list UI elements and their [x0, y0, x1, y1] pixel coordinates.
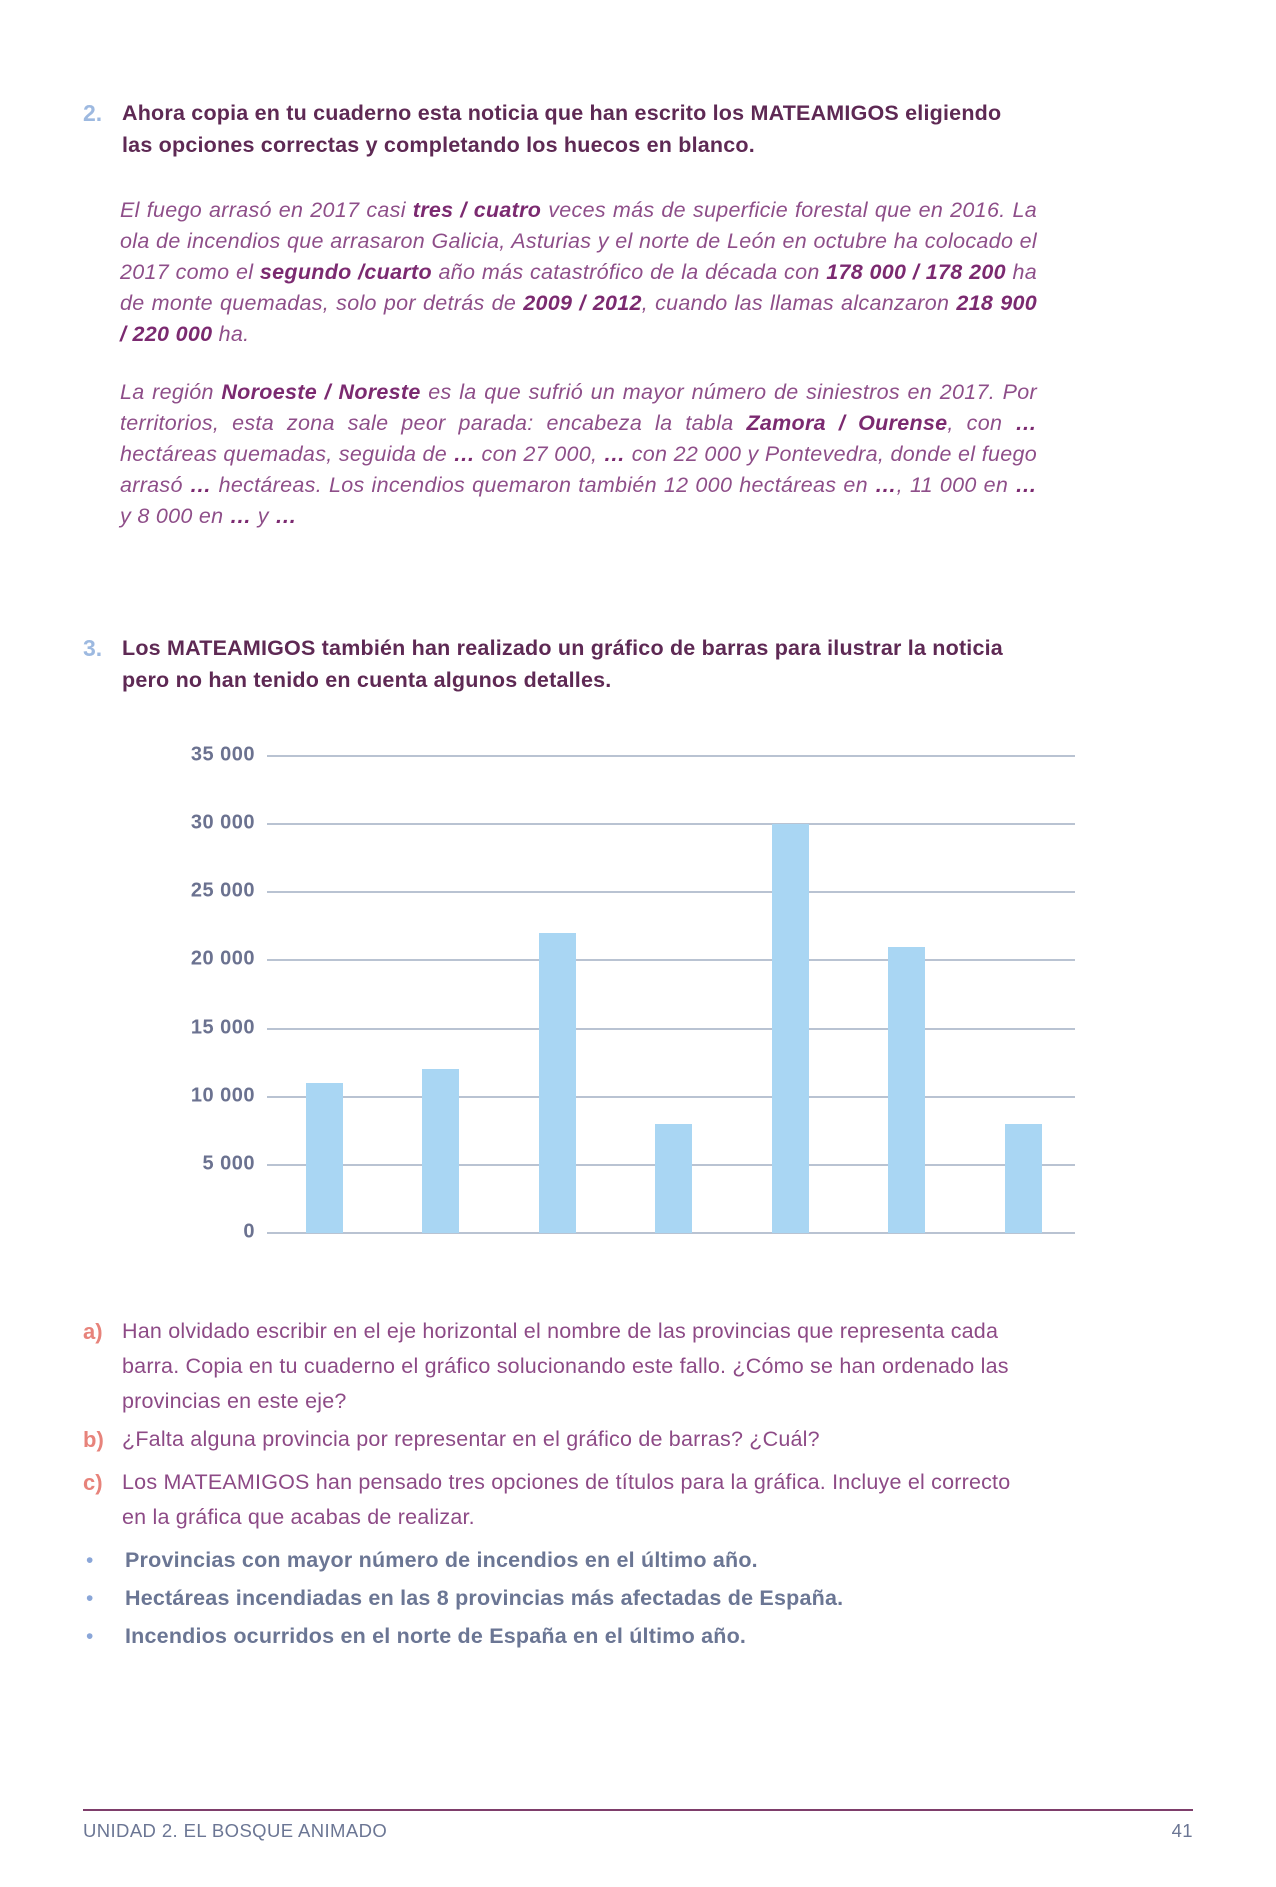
news-text: y	[251, 504, 276, 528]
bar	[655, 1124, 692, 1233]
news-text: ha de monte quemadas, solo por detrás de	[120, 260, 1037, 315]
news-text: con 22 000 y Pontevedra, donde el fuego arrasó	[120, 442, 1037, 497]
title-option-2	[83, 1581, 1193, 1616]
bar	[306, 1083, 343, 1233]
bar	[1005, 1124, 1042, 1233]
question-c	[83, 1465, 1193, 1535]
news-paragraph-2	[120, 377, 1037, 532]
news-text: , con	[947, 411, 1016, 435]
news-paragraph-1	[120, 195, 1037, 350]
exercise-3-number: 3.	[83, 635, 103, 661]
news-option-bold: …	[453, 442, 476, 466]
bar	[888, 947, 925, 1233]
chart-ytick-labels	[160, 743, 255, 1243]
title-option-3-text: Incendios ocurridos en el norte de España en el último año.	[125, 1624, 747, 1648]
news-option-bold: Zamora / Ourense	[746, 411, 948, 435]
page-footer	[83, 1809, 1193, 1842]
exercise-2-number: 2.	[83, 100, 103, 126]
question-b	[83, 1422, 1193, 1457]
exercise-3-statement: Los MATEAMIGOS también han realizado un gráfico de barras para ilustrar la noticia pero no han tenido en cuenta algunos detalles.	[122, 636, 1003, 692]
footer-unit-title: UNIDAD 2. EL BOSQUE ANIMADO	[83, 1820, 388, 1841]
ytick-label: 10 000	[190, 1084, 255, 1107]
title-option-3	[83, 1619, 1193, 1654]
bar	[772, 824, 809, 1233]
bullet-icon: •	[86, 1587, 94, 1610]
question-a	[83, 1314, 1193, 1419]
bar-chart	[160, 736, 1090, 1253]
news-option-bold: …	[603, 442, 626, 466]
news-text: hectáreas. Los incendios quemaron también 12 000 hectáreas en	[211, 473, 875, 497]
ytick-label: 15 000	[190, 1015, 255, 1038]
news-text: El fuego arrasó en 2017 casi	[120, 198, 413, 222]
news-option-bold: tres / cuatro	[412, 198, 542, 222]
news-text: , 11 000 en	[896, 473, 1016, 497]
news-text: y 8 000 en	[120, 504, 230, 528]
news-option-bold: segundo /cuarto	[259, 260, 432, 284]
news-text: , cuando las llamas alcanzaron	[641, 291, 957, 315]
news-option-bold: …	[1015, 411, 1037, 435]
chart-bars	[267, 756, 1075, 1233]
page	[0, 97, 1276, 1654]
news-option-bold: 178 000 / 178 200	[826, 260, 1006, 284]
news-text: ha.	[212, 322, 250, 346]
news-option-bold: …	[229, 504, 252, 528]
ytick-label: 5 000	[202, 1152, 255, 1175]
chart-plot	[267, 756, 1075, 1233]
ytick-label: 30 000	[190, 811, 255, 834]
news-option-bold: 218 900 / 220 000	[120, 291, 1037, 346]
news-option-bold: …	[189, 473, 212, 497]
news-option-bold: 2009 / 2012	[523, 291, 642, 315]
news-text: La región	[120, 380, 222, 404]
news-option-bold: …	[275, 504, 297, 528]
title-option-2-text: Hectáreas incendiadas en las 8 provincias más afectadas de España.	[125, 1586, 844, 1610]
question-c-text: Los MATEAMIGOS han pensado tres opciones de títulos para la gráfica. Incluye el correcto en la gráfica que acabas de realizar.	[122, 1470, 1011, 1529]
news-option-bold: Noroeste / Noreste	[221, 380, 421, 404]
title-option-1	[83, 1543, 1193, 1578]
bar	[539, 933, 576, 1233]
news-option-bold: …	[1015, 473, 1037, 497]
news-text: con 27 000,	[475, 442, 604, 466]
question-b-letter: b)	[83, 1427, 104, 1452]
question-a-text: Han olvidado escribir en el eje horizontal el nombre de las provincias que representa cada barra. Copia en tu cuaderno el gráfico solucionando este fallo. ¿Cómo se han ordenado las provincias en este eje?	[122, 1319, 1009, 1413]
ytick-label: 0	[243, 1220, 255, 1243]
exercise-2-statement: Ahora copia en tu cuaderno esta noticia que han escrito los MATEAMIGOS eligiendo las opciones correctas y completando los huecos en blanco.	[122, 101, 1002, 157]
ytick-label: 35 000	[190, 743, 255, 766]
bullet-icon: •	[86, 1549, 94, 1572]
exercise-2	[83, 97, 1193, 161]
footer-page-number: 41	[1171, 1820, 1193, 1841]
news-text: año más catastrófico de la década con	[431, 260, 827, 284]
ytick-label: 20 000	[190, 947, 255, 970]
title-option-1-text: Provincias con mayor número de incendios en el último año.	[125, 1548, 758, 1572]
ytick-label: 25 000	[190, 879, 255, 902]
news-text: veces más de superficie forestal que en 2016. La ola de incendios que arrasaron Galicia, Asturias y el norte de León en octubre ha colocado el 2017 como el	[120, 198, 1037, 284]
question-a-letter: a)	[83, 1319, 103, 1344]
question-c-letter: c)	[83, 1470, 103, 1495]
news-text: es la que sufrió un mayor número de siniestros en 2017. Por territorios, esta zona sale peor parada: encabeza la tabla	[120, 380, 1037, 435]
exercise-3	[83, 632, 1193, 696]
news-option-bold: …	[874, 473, 897, 497]
question-b-text: ¿Falta alguna provincia por representar en el gráfico de barras? ¿Cuál?	[122, 1427, 820, 1451]
bar	[422, 1069, 459, 1233]
news-text: hectáreas quemadas, seguida de	[120, 442, 454, 466]
bullet-icon: •	[86, 1625, 94, 1648]
